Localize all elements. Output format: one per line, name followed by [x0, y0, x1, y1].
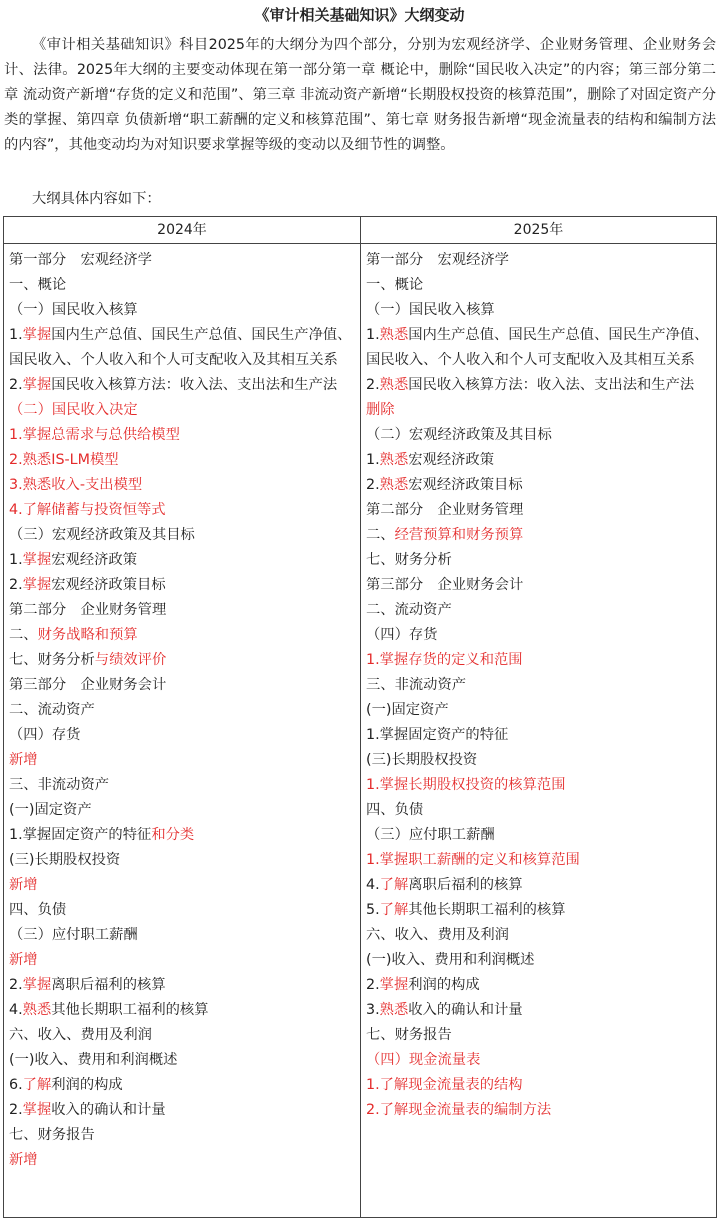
outline-line [366, 398, 712, 423]
line-text: 2. [366, 377, 380, 393]
changed-text: 新增 [9, 877, 38, 893]
line-text: 宏观经济政策目标 [408, 477, 523, 493]
changed-text: 财务战略和预算 [37, 627, 138, 643]
outline-line [366, 473, 712, 498]
line-text: 二、流动资产 [366, 602, 452, 618]
line-text: 四、负债 [9, 902, 67, 918]
line-text: (三)长期股权投资 [366, 752, 478, 768]
outline-line [366, 448, 712, 473]
outline-line [9, 798, 356, 823]
changed-text: 1.掌握总需求与总供给模型 [9, 427, 180, 443]
outline-line [366, 423, 712, 448]
outline-line [366, 948, 712, 973]
outline-line [366, 648, 712, 673]
changed-text: 掌握 [22, 327, 52, 343]
line-text: 2. [9, 577, 23, 593]
line-text: 3. [366, 1002, 380, 1018]
outline-line [9, 598, 356, 623]
line-text: 1.掌握固定资产的特征 [366, 727, 509, 743]
outline-line [366, 723, 712, 748]
line-text: 4. [366, 877, 380, 893]
outline-line [9, 873, 356, 898]
line-text: 三、非流动资产 [9, 777, 110, 793]
syllabus-comparison-table [3, 216, 717, 1218]
outline-line [9, 573, 356, 598]
changed-text: 掌握 [22, 552, 52, 568]
changed-text: 1.掌握存货的定义和范围 [366, 652, 523, 668]
detail-label: 大纲具体内容如下： [32, 191, 161, 207]
outline-line [9, 1123, 356, 1148]
line-text: （三）应付职工薪酬 [9, 927, 138, 943]
line-text: 七、财务报告 [366, 1027, 452, 1043]
line-text: 第二部分 企业财务管理 [9, 602, 167, 618]
line-text: 三、非流动资产 [366, 677, 467, 693]
line-text: 一、概论 [366, 277, 424, 293]
changed-text: 熟悉 [379, 377, 409, 393]
changed-text: 4.了解储蓄与投资恒等式 [9, 502, 166, 518]
line-text: 国内生产总值、国民生产总值、国民生产净值、国民收入、个人收入和个人可支配收入及其相互关系 [366, 327, 709, 368]
line-text: (一)收入、费用和利润概述 [9, 1052, 178, 1068]
line-text: 七、财务分析 [9, 652, 95, 668]
line-text: 四、负债 [366, 802, 424, 818]
outline-line [9, 373, 356, 398]
outline-line [9, 1148, 356, 1173]
line-text: 1. [366, 327, 380, 343]
line-text: 收入的确认和计量 [408, 1002, 523, 1018]
outline-line [366, 673, 712, 698]
outline-line [9, 548, 356, 573]
outline-line [9, 273, 356, 298]
outline-line [366, 773, 712, 798]
changed-text: 2.熟悉IS-LM模型 [9, 452, 119, 468]
outline-line [366, 873, 712, 898]
outline-line [366, 1073, 712, 1098]
changed-text: 掌握 [22, 1102, 52, 1118]
line-text: 1. [9, 327, 23, 343]
outline-line [9, 748, 356, 773]
line-text: 2. [9, 377, 23, 393]
changed-text: （四）现金流量表 [366, 1052, 481, 1068]
header-2024: 2024年 [4, 217, 361, 244]
outline-line [9, 948, 356, 973]
outline-line [9, 623, 356, 648]
outline-line [366, 1098, 712, 1123]
outline-line [9, 898, 356, 923]
outline-line [366, 548, 712, 573]
table-header-row [4, 217, 717, 244]
outline-line [366, 748, 712, 773]
outline-line [9, 473, 356, 498]
line-text: 六、收入、费用及利润 [366, 927, 509, 943]
outline-line [9, 648, 356, 673]
line-text: 利润的构成 [408, 977, 480, 993]
outline-line [9, 1048, 356, 1073]
line-text: 离职后福利的核算 [51, 977, 166, 993]
outline-line [9, 848, 356, 873]
outline-line [9, 973, 356, 998]
outline-line [9, 723, 356, 748]
changed-text: 2.了解现金流量表的编制方法 [366, 1102, 552, 1118]
outline-line [366, 798, 712, 823]
line-text: 1. [9, 552, 23, 568]
line-text: 二、 [366, 527, 395, 543]
changed-text: 掌握 [22, 377, 52, 393]
line-text: 宏观经济政策 [408, 452, 495, 468]
changed-text: 熟悉 [379, 1002, 409, 1018]
line-text: （一）国民收入核算 [9, 302, 138, 318]
changed-text: 掌握 [22, 977, 52, 993]
outline-line [366, 823, 712, 848]
outline-line [9, 923, 356, 948]
outline-line [9, 1023, 356, 1048]
outline-line [9, 323, 356, 373]
changed-text: （二）国民收入决定 [9, 402, 138, 418]
changed-text: 1.了解现金流量表的结构 [366, 1077, 523, 1093]
line-text: 6. [9, 1077, 23, 1093]
line-text: （四）存货 [9, 727, 81, 743]
changed-text: 熟悉 [22, 1002, 52, 1018]
line-text: （三）宏观经济政策及其目标 [9, 527, 195, 543]
page-title: 《审计相关基础知识》大纲变动 [254, 6, 465, 24]
outline-line [366, 248, 712, 273]
line-text: 2. [366, 477, 380, 493]
line-text: 离职后福利的核算 [408, 877, 523, 893]
changed-text: 新增 [9, 1152, 38, 1168]
changed-text: 新增 [9, 752, 38, 768]
line-text: 宏观经济政策目标 [51, 577, 166, 593]
outline-line [9, 823, 356, 848]
header-2025: 2025年 [361, 217, 717, 244]
line-text: 六、收入、费用及利润 [9, 1027, 152, 1043]
changed-text: 了解 [379, 902, 409, 918]
outline-line [9, 423, 356, 448]
line-text: 一、概论 [9, 277, 67, 293]
changed-text: 经营预算和财务预算 [394, 527, 524, 543]
changed-text: 熟悉 [379, 477, 409, 493]
outline-line [366, 998, 712, 1023]
outline-line [9, 1098, 356, 1123]
line-text: 第三部分 企业财务会计 [366, 577, 524, 593]
outline-line [366, 848, 712, 873]
outline-line [9, 398, 356, 423]
line-text: 第一部分 宏观经济学 [9, 252, 152, 268]
changed-text: 删除 [366, 402, 395, 418]
changed-text: 了解 [22, 1077, 52, 1093]
outline-line [9, 1073, 356, 1098]
table-body-row [4, 244, 717, 1218]
line-text: 第一部分 宏观经济学 [366, 252, 509, 268]
changed-text: 新增 [9, 952, 38, 968]
outline-line [366, 598, 712, 623]
outline-line [9, 998, 356, 1023]
line-text: 其他长期职工福利的核算 [51, 1002, 209, 1018]
changed-text: 和分类 [151, 827, 195, 843]
changed-text: 熟悉 [379, 327, 409, 343]
line-text: 国民收入核算方法：收入法、支出法和生产法 [408, 377, 695, 393]
line-text: 二、流动资产 [9, 702, 95, 718]
line-text: 国民收入核算方法：收入法、支出法和生产法 [51, 377, 338, 393]
changed-text: 掌握 [22, 577, 52, 593]
line-text: (一)固定资产 [9, 802, 92, 818]
line-text: (三)长期股权投资 [9, 852, 121, 868]
column-2024 [4, 244, 361, 1218]
line-text: 二、 [9, 627, 38, 643]
changed-text: 1.掌握长期股权投资的核算范围 [366, 777, 566, 793]
line-text: 4. [9, 1002, 23, 1018]
line-text: （三）应付职工薪酬 [366, 827, 495, 843]
line-text: 第三部分 企业财务会计 [9, 677, 167, 693]
outline-line [366, 273, 712, 298]
outline-line [366, 698, 712, 723]
outline-line [366, 498, 712, 523]
outline-line [366, 973, 712, 998]
outline-line [366, 373, 712, 398]
line-text: (一)固定资产 [366, 702, 449, 718]
line-text: 2. [366, 977, 380, 993]
intro-paragraph: 《审计相关基础知识》科目2025年的大纲分为四个部分，分别为宏观经济学、企业财务管理、企业财务会计、法律。2025年大纲的主要变动体现在第一部分第一章 概论中，删除“国民收入决定”的内容；第三部分第二章 流动资产新增“存货的定义和范围”、第三章 非流动资产新增“长期股权投资的核算范围”，删除了对固定资产分类的掌握、第四章 负债新增“职工薪酬的定义和核算范围”、第七章 财务报告新增“现金流量表的结构和编制方法的内容”，其他变动均为对知识要求掌握等级的变动以及细节性的调整。 [4, 37, 716, 153]
line-text: 七、财务报告 [9, 1127, 95, 1143]
outline-line [366, 923, 712, 948]
outline-line [366, 523, 712, 548]
line-text: 1.掌握固定资产的特征 [9, 827, 152, 843]
line-text: 2. [9, 1102, 23, 1118]
outline-line [366, 323, 712, 373]
line-text: 5. [366, 902, 380, 918]
changed-text: 熟悉 [379, 452, 409, 468]
changed-text: 3.熟悉收入-支出模型 [9, 477, 143, 493]
outline-line [366, 898, 712, 923]
line-text: （四）存货 [366, 627, 438, 643]
line-text: 收入的确认和计量 [51, 1102, 166, 1118]
line-text: 第二部分 企业财务管理 [366, 502, 524, 518]
line-text: （二）宏观经济政策及其目标 [366, 427, 552, 443]
line-text: 利润的构成 [51, 1077, 123, 1093]
outline-line [366, 573, 712, 598]
outline-line [366, 1048, 712, 1073]
column-2025 [361, 244, 717, 1218]
line-text: 宏观经济政策 [51, 552, 138, 568]
line-text: 七、财务分析 [366, 552, 452, 568]
changed-text: 掌握 [379, 977, 409, 993]
line-text: 1. [366, 452, 380, 468]
outline-line [9, 673, 356, 698]
outline-line [9, 448, 356, 473]
outline-line [366, 298, 712, 323]
outline-line [9, 523, 356, 548]
outline-line [366, 623, 712, 648]
line-text: 其他长期职工福利的核算 [408, 902, 566, 918]
changed-text: 与绩效评价 [94, 652, 167, 668]
outline-line [9, 298, 356, 323]
outline-line [9, 773, 356, 798]
line-text: (一)收入、费用和利润概述 [366, 952, 535, 968]
outline-line [9, 248, 356, 273]
line-text: 国内生产总值、国民生产总值、国民生产净值、国民收入、个人收入和个人可支配收入及其相互关系 [9, 327, 352, 368]
outline-line [9, 698, 356, 723]
outline-line [366, 1023, 712, 1048]
changed-text: 了解 [379, 877, 409, 893]
changed-text: 1.掌握职工薪酬的定义和核算范围 [366, 852, 580, 868]
line-text: 2. [9, 977, 23, 993]
line-text: （一）国民收入核算 [366, 302, 495, 318]
outline-line [9, 498, 356, 523]
